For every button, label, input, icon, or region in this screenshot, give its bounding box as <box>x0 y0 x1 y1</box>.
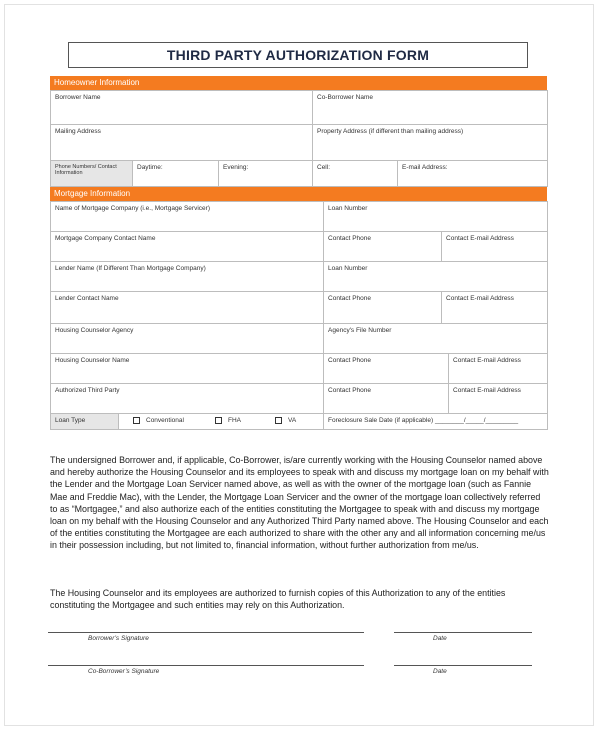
foreclosure-date-label: Foreclosure Sale Date (if applicable) ________/_____/_________ <box>328 417 519 424</box>
daytime-label: Daytime: <box>137 164 163 171</box>
contact-email-label: Contact E-mail Address <box>446 295 514 302</box>
contact-email-label: Contact E-mail Address <box>453 357 521 364</box>
contact-phone-label: Contact Phone <box>328 357 372 364</box>
mortgage-section-header: Mortgage Information <box>50 187 547 201</box>
company-contact-label: Mortgage Company Contact Name <box>55 235 156 242</box>
mortgage-company-label: Name of Mortgage Company (i.e., Mortgage Servicer) <box>55 205 210 212</box>
borrower-name-label: Borrower Name <box>55 94 101 101</box>
borrower-date-label: Date <box>433 635 447 642</box>
coborrower-signature-label: Co-Borrower’s Signature <box>88 668 160 675</box>
coborrower-name-label: Co-Borrower Name <box>317 94 373 101</box>
coborrower-signature-line[interactable] <box>48 665 364 666</box>
homeowner-table <box>50 90 548 187</box>
loan-type-options <box>119 414 324 430</box>
conventional-checkbox[interactable] <box>133 417 140 424</box>
housing-agency-label: Housing Counselor Agency <box>55 327 134 334</box>
borrower-signature-line[interactable] <box>48 632 364 633</box>
counselor-contact-email-field[interactable] <box>449 354 548 384</box>
daytime-field[interactable] <box>133 161 219 187</box>
lender-contact-email-field[interactable] <box>442 292 548 324</box>
contact-phone-label: Contact Phone <box>328 235 372 242</box>
furnish-copies-paragraph: The Housing Counselor and its employees are authorized to furnish copies of this Authorization to any of the entities constituting the Mortgagee and such entities may rely on this Authorization. <box>50 588 506 611</box>
loan-number-field[interactable] <box>324 202 548 232</box>
fha-checkbox[interactable] <box>215 417 222 424</box>
lender-loan-number-field[interactable] <box>324 262 548 292</box>
evening-field[interactable] <box>219 161 313 187</box>
agency-file-number-field[interactable] <box>324 324 548 354</box>
contact-phone-label: Contact Phone <box>328 387 372 394</box>
borrower-name-field[interactable] <box>51 91 313 125</box>
mortgage-table <box>50 201 548 430</box>
email-label: E-mail Address: <box>402 164 448 171</box>
company-contact-field[interactable] <box>51 232 324 262</box>
va-option[interactable] <box>275 417 296 424</box>
mailing-address-label: Mailing Address <box>55 128 101 135</box>
homeowner-section-header: Homeowner Information <box>50 76 547 90</box>
cell-field[interactable] <box>313 161 398 187</box>
fha-option[interactable] <box>215 417 275 424</box>
counselor-contact-phone-field[interactable] <box>324 354 449 384</box>
evening-label: Evening: <box>223 164 249 171</box>
foreclosure-date-field[interactable] <box>324 414 548 430</box>
lender-contact-label: Lender Contact Name <box>55 295 119 302</box>
conventional-label: Conventional <box>146 417 184 425</box>
contact-phone-label: Contact Phone <box>328 295 372 302</box>
fha-label: FHA <box>228 417 241 425</box>
va-checkbox[interactable] <box>275 417 282 424</box>
borrower-signature-label: Borrower’s Signature <box>88 635 149 642</box>
lender-contact-phone-field[interactable] <box>324 292 442 324</box>
housing-counselor-field[interactable] <box>51 354 324 384</box>
contact-email-label: Contact E-mail Address <box>453 387 521 394</box>
lender-contact-field[interactable] <box>51 292 324 324</box>
property-address-label: Property Address (if different than mailing address) <box>317 128 464 135</box>
mailing-address-field[interactable] <box>51 125 313 161</box>
va-label: VA <box>288 417 297 425</box>
coborrower-date-line[interactable] <box>394 665 532 666</box>
borrower-date-line[interactable] <box>394 632 532 633</box>
loan-number-label: Loan Number <box>328 205 368 212</box>
property-address-field[interactable] <box>313 125 548 161</box>
housing-agency-field[interactable] <box>51 324 324 354</box>
party-contact-email-field[interactable] <box>449 384 548 414</box>
form-table <box>50 76 547 430</box>
email-field[interactable] <box>398 161 548 187</box>
loan-type-label: Loan Type <box>51 414 119 430</box>
phone-numbers-label: Phone Numbers/ Contact Information <box>51 161 133 187</box>
coborrower-name-field[interactable] <box>313 91 548 125</box>
lender-name-field[interactable] <box>51 262 324 292</box>
cell-label: Cell: <box>317 164 331 171</box>
company-contact-phone-field[interactable] <box>324 232 442 262</box>
company-contact-email-field[interactable] <box>442 232 548 262</box>
coborrower-date-label: Date <box>433 668 447 675</box>
conventional-option[interactable] <box>133 417 215 424</box>
contact-email-label: Contact E-mail Address <box>446 235 514 242</box>
housing-counselor-label: Housing Counselor Name <box>55 357 130 364</box>
mortgage-company-field[interactable] <box>51 202 324 232</box>
party-contact-phone-field[interactable] <box>324 384 449 414</box>
loan-number-label: Loan Number <box>328 265 368 272</box>
authorized-party-label: Authorized Third Party <box>55 387 120 394</box>
agency-file-label: Agency's File Number <box>328 327 392 334</box>
authorized-party-field[interactable] <box>51 384 324 414</box>
lender-name-label: Lender Name (If Different Than Mortgage Company) <box>55 265 206 272</box>
authorization-paragraph: The undersigned Borrower and, if applicable, Co-Borrower, is/are currently working with the Housing Counselor named above and hereby authorize the Housing Counselor and its employees to speak with and discuss my mortgage loan on my behalf with the Lender and the Mortgage Loan Servicer named above, as well as with the owner of the mortgage loan (such as Fannie Mae and Freddie Mac), with the Lender, the Mortgage Loan Servicer and the owner of the mortgage loan collectively referred to as “Mortgagee,” and also authorize each of the entities constituting the Mortgagee to speak with and discuss my mortgage loan on my behalf with the Housing Counselor and any Authorized Third Party named above. The Housing Counselor and each of the entities constituting the Mortgagee are each authorized to share with the other any and all information concerning me/us in their possession including, but not limited to, financial information, without further authorization from me/us. <box>50 455 549 551</box>
form-title: THIRD PARTY AUTHORIZATION FORM <box>68 42 528 68</box>
